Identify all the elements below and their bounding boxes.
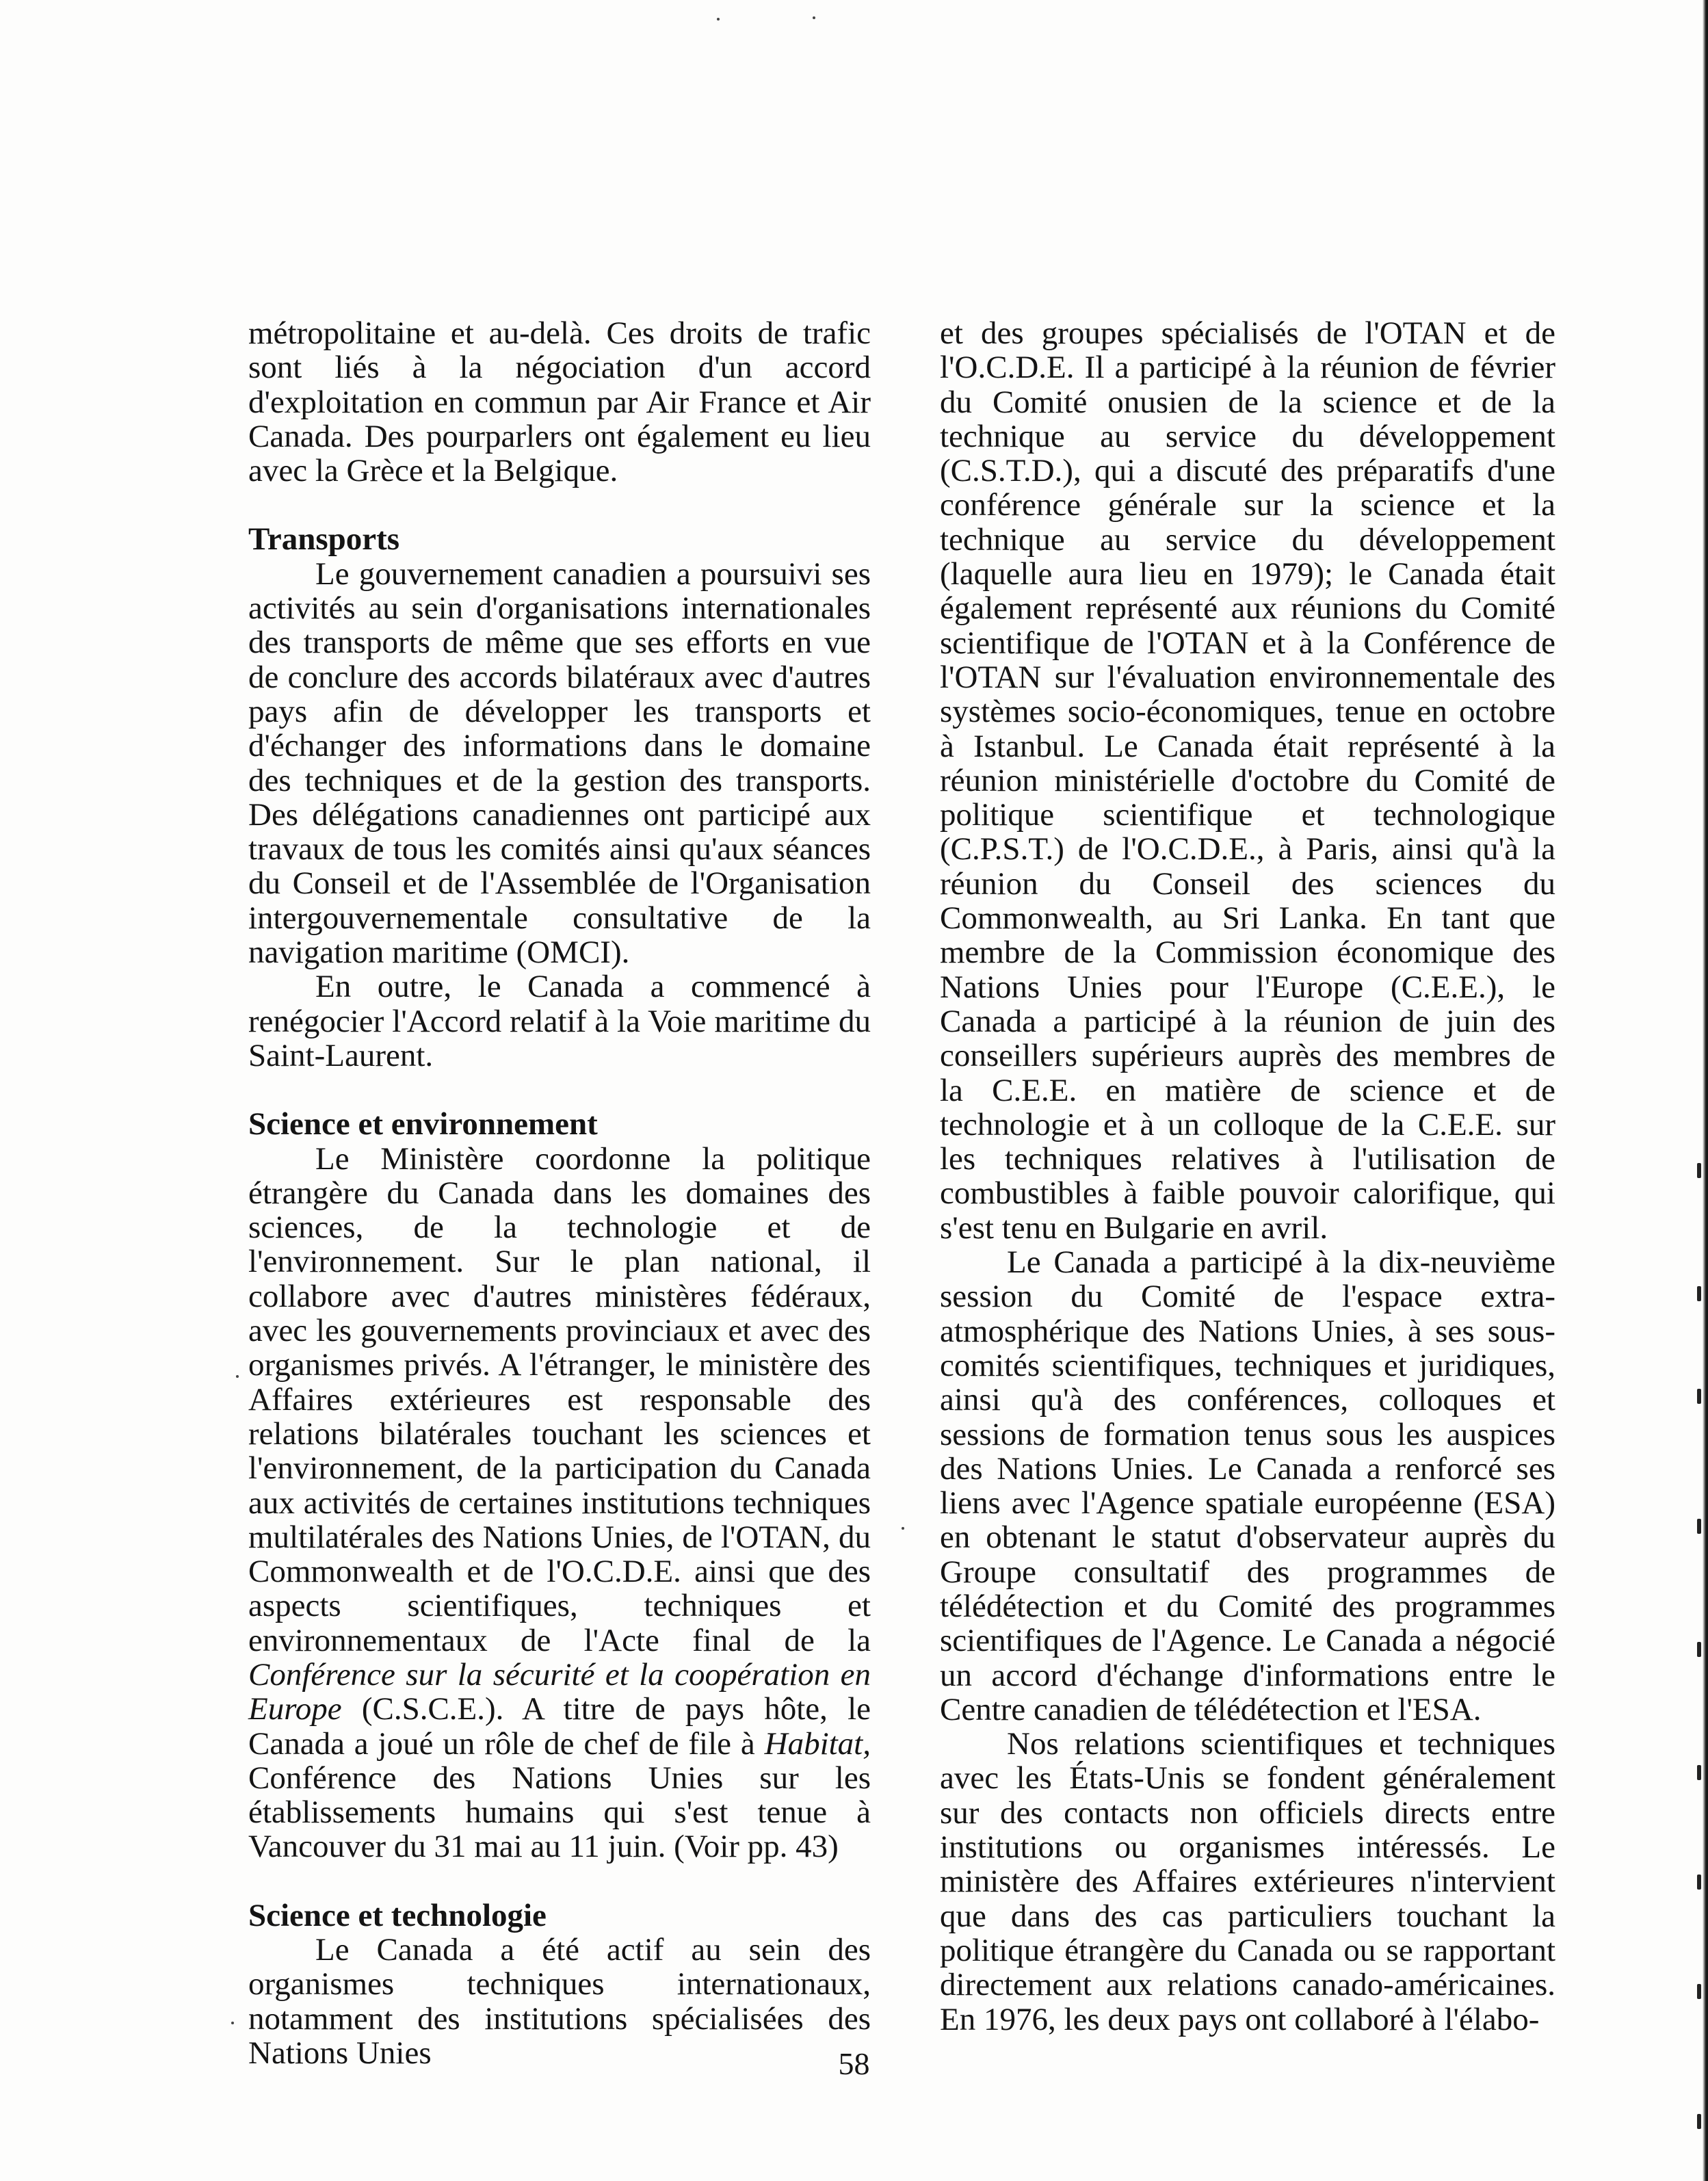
paragraph-otan-ocde: et des groupes spécialisés de l'OTAN et de l'O.C.D.E. Il a participé à la réunion de février du Comité onusien de la science et de la technique au service du développement (C.S.T.D.), qui a discuté des préparatifs d'une conférence générale sur la science et la technique au service du développement (laquelle aura lieu en 1979); le Canada était également représenté aux réunions du Comité scientifique de l'OTAN et à la Conférence de l'OTAN sur l'évaluation environnementale des systèmes socio-économiques, tenue en octobre à Istanbul. Le Canada était représenté à la réunion ministérielle d'octobre du Comité de politique scientifique et technologique (C.P.S.T.) de l'O.C.D.E., à Paris, ainsi qu'à la réunion du Conseil des sciences du Commonwealth, au Sri Lanka. En tant que membre de la Commission économique des Nations Unies pour l'Europe (C.E.E.), le Canada a participé à la réunion de juin des conseillers supérieurs auprès des membres de la C.E.E. en matière de science et de technologie et à un colloque de la C.E.E. sur les techniques relatives à l'utilisation de combustibles à faible pouvoir calorifique, qui s'est tenu en Bulgarie en avril. bbox=[940, 315, 1555, 1246]
paragraph-transports: Le gouvernement canadien a poursuivi ses activités au sein d'organisations internationales des transports de même que ses efforts en vue de conclure des accords bilatéraux avec d'autres pays afin de développer les transports et d'échanger des informations dans le domaine des techniques et de la gestion des transports. Des délégations canadiennes ont participé aux travaux de tous les comités ainsi qu'aux séances du Conseil et de l'Assemblée de l'Organisation intergouvernementale consultative de la navigation maritime (OMCI). bbox=[248, 556, 871, 971]
text-run: (C.S.C.E.). A titre de pays hôte, le Canada a joué un rôle de chef de file à bbox=[248, 1691, 871, 1762]
paragraph-science-environnement bbox=[248, 1142, 871, 1864]
right-column bbox=[940, 316, 1555, 2037]
italic-conference-title: Conférence sur la sécurité et la coopération en Europe bbox=[248, 1656, 871, 1727]
scan-speck bbox=[813, 16, 815, 19]
paragraph-etats-unis: Nos relations scientifiques et techniques avec les États-Unis se fondent généralement sur des contacts non officiels directs entre institutions ou organismes intéressés. Le ministère des Affaires extérieures n'intervient que dans des cas particuliers touchant la politique étrangère du Canada ou se rapportant directement aux relations canado-américaines. En 1976, les deux pays ont collaboré à l'élabo- bbox=[940, 1726, 1555, 2037]
heading-transports: Transports bbox=[248, 521, 400, 558]
paragraph-traffic-rights: métropolitaine et au-delà. Ces droits de trafic sont liés à la négociation d'un accord d'exploitation en commun par Air France et Air Canada. Des pourparlers ont également eu lieu avec la Grèce et la Belgique. bbox=[248, 315, 871, 489]
scan-speck bbox=[902, 1527, 904, 1530]
paragraph-saint-laurent: En outre, le Canada a commencé à renégocier l'Accord relatif à la Voie maritime du Saint-Laurent. bbox=[248, 969, 871, 1073]
text-run: Le Ministère coordonne la politique étrangère du Canada dans les domaines des sciences, de la technologie et de l'environnement. Sur le plan national, il collabore avec d'autres ministères fédéraux, avec les gouvernements provinciaux et avec des organismes privés. A l'étranger, le ministère des Affaires extérieures est responsable des relations bilatérales touchant les sciences et l'environnement, de la participation du Canada aux activités de certaines institutions techniques multilatérales des Nations Unies, de l'OTAN, du Commonwealth et de l'O.C.D.E. ainsi que des aspects scientifiques, techniques et environnementaux de l'Acte final de la bbox=[248, 1140, 871, 1658]
italic-habitat: Habitat, bbox=[764, 1725, 871, 1762]
text-run: Conférence des Nations Unies sur les établissements humains qui s'est tenue à Vancouver du 31 mai au 11 juin. (Voir pp. 43) bbox=[248, 1760, 871, 1865]
scan-speck bbox=[231, 2022, 234, 2024]
left-column bbox=[248, 316, 871, 2070]
paragraph-espace: Le Canada a participé à la dix-neuvième session du Comité de l'espace extra-atmosphérique des Nations Unies, à ses sous-comités scientifiques, techniques et juridiques, ainsi qu'à des conférences, colloques et sessions de formation tenus sous les auspices des Nations Unies. Le Canada a renforcé ses liens avec l'Agence spatiale européenne (ESA) en obtenant le statut d'observateur auprès du Groupe consultatif des programmes de télédétection et du Comité des programmes scientifiques de l'Agence. Le Canada a négocié un accord d'échange d'informations entre le Centre canadien de télédétection et l'ESA. bbox=[940, 1244, 1555, 1727]
scan-edge-marks bbox=[1692, 1163, 1701, 2155]
heading-science-environnement: Science et environnement bbox=[248, 1106, 598, 1142]
paragraph-science-technologie: Le Canada a été actif au sein des organismes techniques internationaux, notamment des institutions spécialisées des Nations Unies bbox=[248, 1932, 871, 2071]
scan-speck bbox=[717, 18, 720, 21]
heading-science-technologie: Science et technologie bbox=[248, 1897, 547, 1933]
scan-edge-shadow bbox=[1703, 0, 1708, 2181]
page-number: 58 bbox=[838, 2046, 870, 2081]
scan-speck bbox=[236, 1375, 239, 1378]
